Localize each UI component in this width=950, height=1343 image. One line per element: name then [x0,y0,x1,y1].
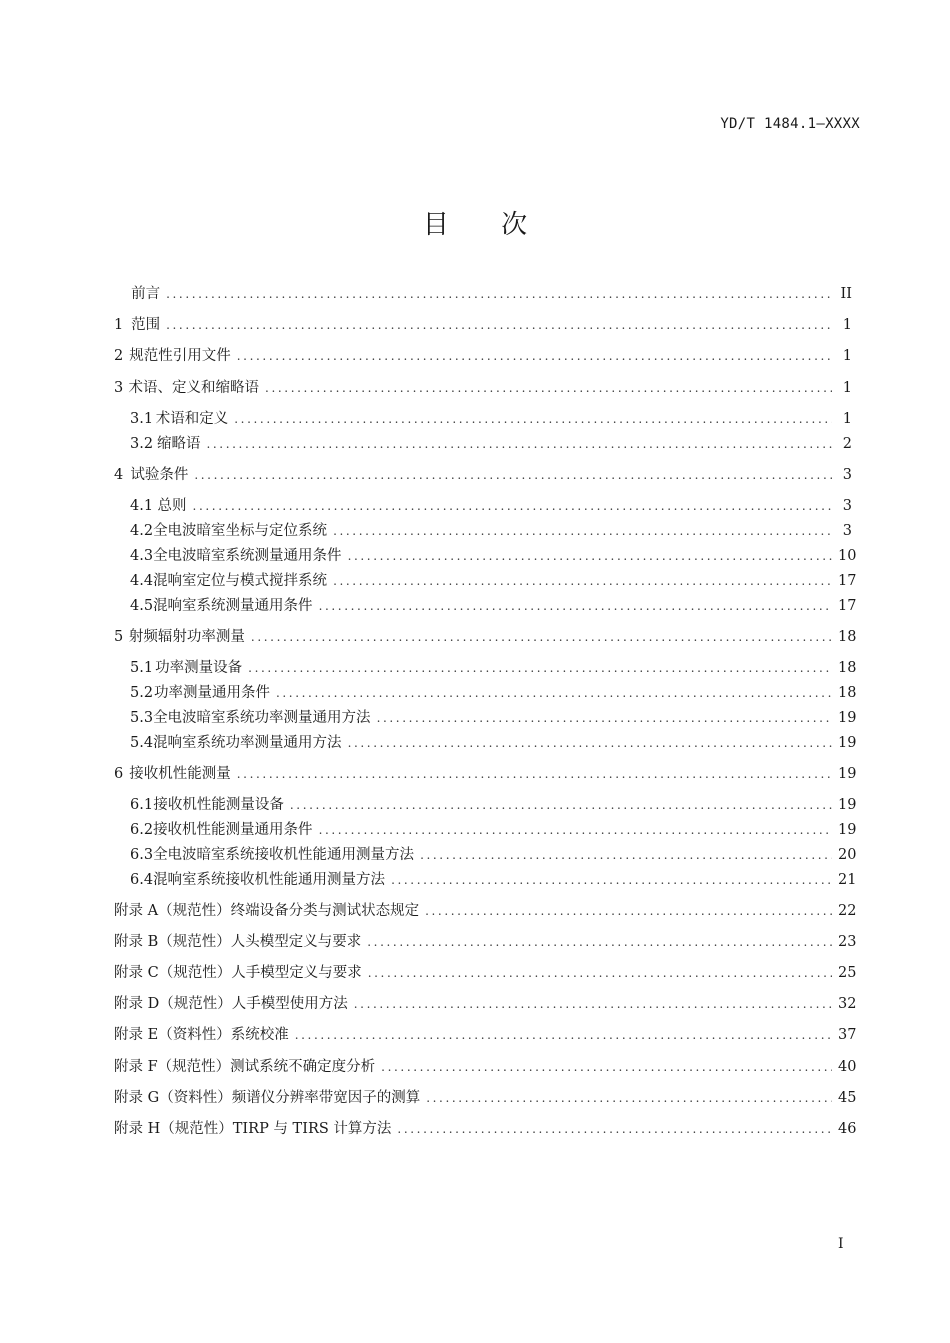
toc-leader-dots [377,708,832,728]
toc-entry[interactable] [114,627,857,647]
toc-leader-dots [237,346,832,366]
toc-entry-number: 5 [114,629,124,645]
toc-leader-dots [426,1088,832,1108]
toc-leader-dots [166,315,832,335]
toc-entry-page: 46 [838,1121,857,1137]
toc-entry-page: II [840,286,852,302]
toc-entry-number: 4.4 [130,573,154,589]
toc-entry-label: 混响室系统功率测量通用方法 [153,735,342,751]
toc-entry-number: 5.1 [130,660,154,676]
toc-entry[interactable] [114,764,857,784]
toc-entry-label: 术语和定义 [155,411,229,427]
toc-entry-page: 17 [838,598,857,614]
toc-entry-number: 6.3 [130,847,154,863]
toc-leader-dots [234,409,832,429]
toc-leader-dots [319,820,832,840]
toc-entry[interactable] [114,434,852,454]
toc-leader-dots [265,378,832,398]
toc-leader-dots [193,496,832,516]
toc-entry-page: 1 [842,348,852,364]
toc-entry-page: 25 [838,965,857,981]
toc-entry-number: 2 [114,348,124,364]
toc-entry-number: 附录 A（规范性） [114,903,231,919]
toc-leader-dots [367,932,832,952]
toc-entry-page: 18 [838,629,857,645]
toc-entry-page: 32 [838,996,857,1012]
toc-entry-label: 范围 [131,317,161,333]
toc-entry-number: 5.3 [130,710,154,726]
toc-entry-page: 3 [842,523,852,539]
toc-entry[interactable] [114,963,857,983]
toc-leader-dots [354,994,832,1014]
toc-leader-dots [251,627,832,647]
toc-entry[interactable] [114,409,852,429]
toc-entry-label: 接收机性能测量设备 [153,797,284,813]
toc-entry-number: 6.1 [130,797,154,813]
toc-entry-number: 附录 C（规范性） [114,965,232,981]
toc-entry-number: 3 [114,380,124,396]
toc-entry-page: 45 [838,1090,857,1106]
toc-entry-number: 4.5 [130,598,154,614]
toc-entry-page: 20 [838,847,857,863]
toc-entry-page: 37 [838,1027,857,1043]
toc-entry[interactable] [114,1025,857,1045]
toc-entry-number: 附录 B（规范性） [114,934,231,950]
toc-entry-page: 3 [842,498,852,514]
toc-entry-label: 终端设备分类与测试状态规定 [230,903,420,919]
toc-entry[interactable] [114,708,857,728]
toc-entry-page: 19 [838,797,857,813]
toc-leader-dots [348,733,832,753]
toc-title: 目 次 [422,210,550,240]
toc-entry[interactable] [114,284,852,304]
toc-entry-number: 附录 G（资料性） [114,1090,232,1106]
toc-leader-dots [420,845,832,865]
toc-leader-dots [248,658,832,678]
toc-entry-page: 19 [838,766,857,782]
toc-entry[interactable] [114,496,852,516]
toc-entry-number: 附录 D（规范性） [114,996,232,1012]
toc-entry-page: 21 [838,872,857,888]
toc-leader-dots [290,795,832,815]
document-code: YD/T 1484.1—XXXX [720,116,860,132]
toc-entry-page: 40 [838,1059,857,1075]
toc-leader-dots [194,465,832,485]
toc-entry-label: 人头模型定义与要求 [230,934,362,950]
toc-entry-number: 附录 F（规范性） [114,1059,231,1075]
toc-entry-page: 18 [838,685,857,701]
toc-entry-label: 混响室系统接收机性能通用测量方法 [153,872,386,888]
toc-entry-number: 5.2 [130,685,154,701]
toc-entry-label: 接收机性能测量通用条件 [153,822,313,838]
toc-leader-dots [333,571,832,591]
toc-entry-label: TIRP 与 TIRS 计算方法 [232,1121,392,1137]
toc-entry-number: 4.2 [130,523,154,539]
toc-entry-label: 人手模型定义与要求 [231,965,362,981]
toc-entry-label: 规范性引用文件 [129,348,231,364]
toc-entry-page: 1 [842,380,852,396]
toc-entry-page: 19 [838,735,857,751]
toc-entry-number: 5.4 [130,735,154,751]
toc-entry-number: 3.2 [130,436,154,452]
toc-entry[interactable] [114,820,857,840]
toc-entry-number: 6 [114,766,124,782]
toc-entry-label: 试验条件 [130,467,189,483]
toc-leader-dots [206,434,832,454]
toc-entry-page: 1 [842,411,852,427]
toc-leader-dots [348,546,832,566]
toc-entry[interactable] [114,571,857,591]
toc-entry[interactable] [114,994,857,1014]
toc-entry-number: 1 [114,317,124,333]
toc-entry-label: 全电波暗室系统测量通用条件 [153,548,342,564]
toc-entry-number: 3.1 [130,411,154,427]
toc-leader-dots [276,683,832,703]
toc-entry-page: 3 [842,467,852,483]
toc-entry-label: 全电波暗室坐标与定位系统 [153,523,328,539]
toc-entry[interactable] [114,1119,857,1139]
toc-entry-number: 4.1 [130,498,154,514]
toc-entry-label: 功率测量设备 [155,660,243,676]
toc-entry-page: 18 [838,660,857,676]
toc-leader-dots [381,1057,832,1077]
toc-entry-number: 4 [114,467,124,483]
toc-entry[interactable] [114,315,852,335]
toc-entry-label: 前言 [131,286,161,302]
page-number: I [838,1236,844,1252]
toc-entry-page: 23 [838,934,857,950]
toc-entry-number: 附录 E（资料性） [114,1027,231,1043]
toc-entry-number: 4.3 [130,548,154,564]
toc-leader-dots [425,901,832,921]
toc-leader-dots [333,521,832,541]
toc-entry-label: 术语、定义和缩略语 [128,380,260,396]
toc-entry[interactable] [114,465,852,485]
toc-entry-label: 频谱仪分辨率带宽因子的测算 [231,1090,421,1106]
toc-entry-label: 射频辐射功率测量 [128,629,245,645]
toc-entry-label: 缩略语 [156,436,201,452]
toc-entry[interactable] [114,901,857,921]
toc-entry[interactable] [114,870,857,890]
toc-entry-page: 17 [838,573,857,589]
toc-entry-label: 系统校准 [230,1027,289,1043]
toc-entry-number: 6.4 [130,872,154,888]
toc-leader-dots [397,1119,832,1139]
toc-entry[interactable] [114,845,857,865]
toc-entry-label: 测试系统不确定度分析 [230,1059,376,1075]
toc-leader-dots [391,870,832,890]
toc-entry-page: 22 [838,903,857,919]
toc-entry[interactable] [114,596,857,616]
toc-entry[interactable] [114,932,857,952]
toc-entry-page: 19 [838,710,857,726]
toc-entry[interactable] [114,658,857,678]
toc-entry[interactable] [114,1088,857,1108]
toc-leader-dots [319,596,832,616]
toc-entry-page: 19 [838,822,857,838]
toc-leader-dots [295,1025,832,1045]
toc-entry-label: 总则 [157,498,187,514]
toc-entry-page: 2 [842,436,852,452]
toc-entry[interactable] [114,378,852,398]
toc-entry-label: 全电波暗室系统功率测量通用方法 [153,710,371,726]
toc-entry-number: 附录 H（规范性） [114,1121,233,1137]
toc-entry[interactable] [114,795,857,815]
toc-entry[interactable] [114,733,857,753]
toc-entry-label: 混响室定位与模式搅拌系统 [153,573,328,589]
toc-entry[interactable] [114,683,857,703]
toc-entry-label: 人手模型使用方法 [231,996,348,1012]
toc-entry-label: 功率测量通用条件 [153,685,270,701]
toc-entry-number: 6.2 [130,822,154,838]
toc-entry[interactable] [114,521,852,541]
toc-entry[interactable] [114,1057,857,1077]
toc-entry-label: 混响室系统测量通用条件 [153,598,313,614]
toc-leader-dots [237,764,832,784]
toc-entry-page: 10 [838,548,857,564]
toc-leader-dots [368,963,832,983]
toc-entry[interactable] [114,346,852,366]
toc-entry-label: 接收机性能测量 [129,766,231,782]
toc-entry-label: 全电波暗室系统接收机性能通用测量方法 [153,847,415,863]
toc-entry-page: 1 [842,317,852,333]
toc-leader-dots [166,284,832,304]
toc-entry[interactable] [114,546,857,566]
